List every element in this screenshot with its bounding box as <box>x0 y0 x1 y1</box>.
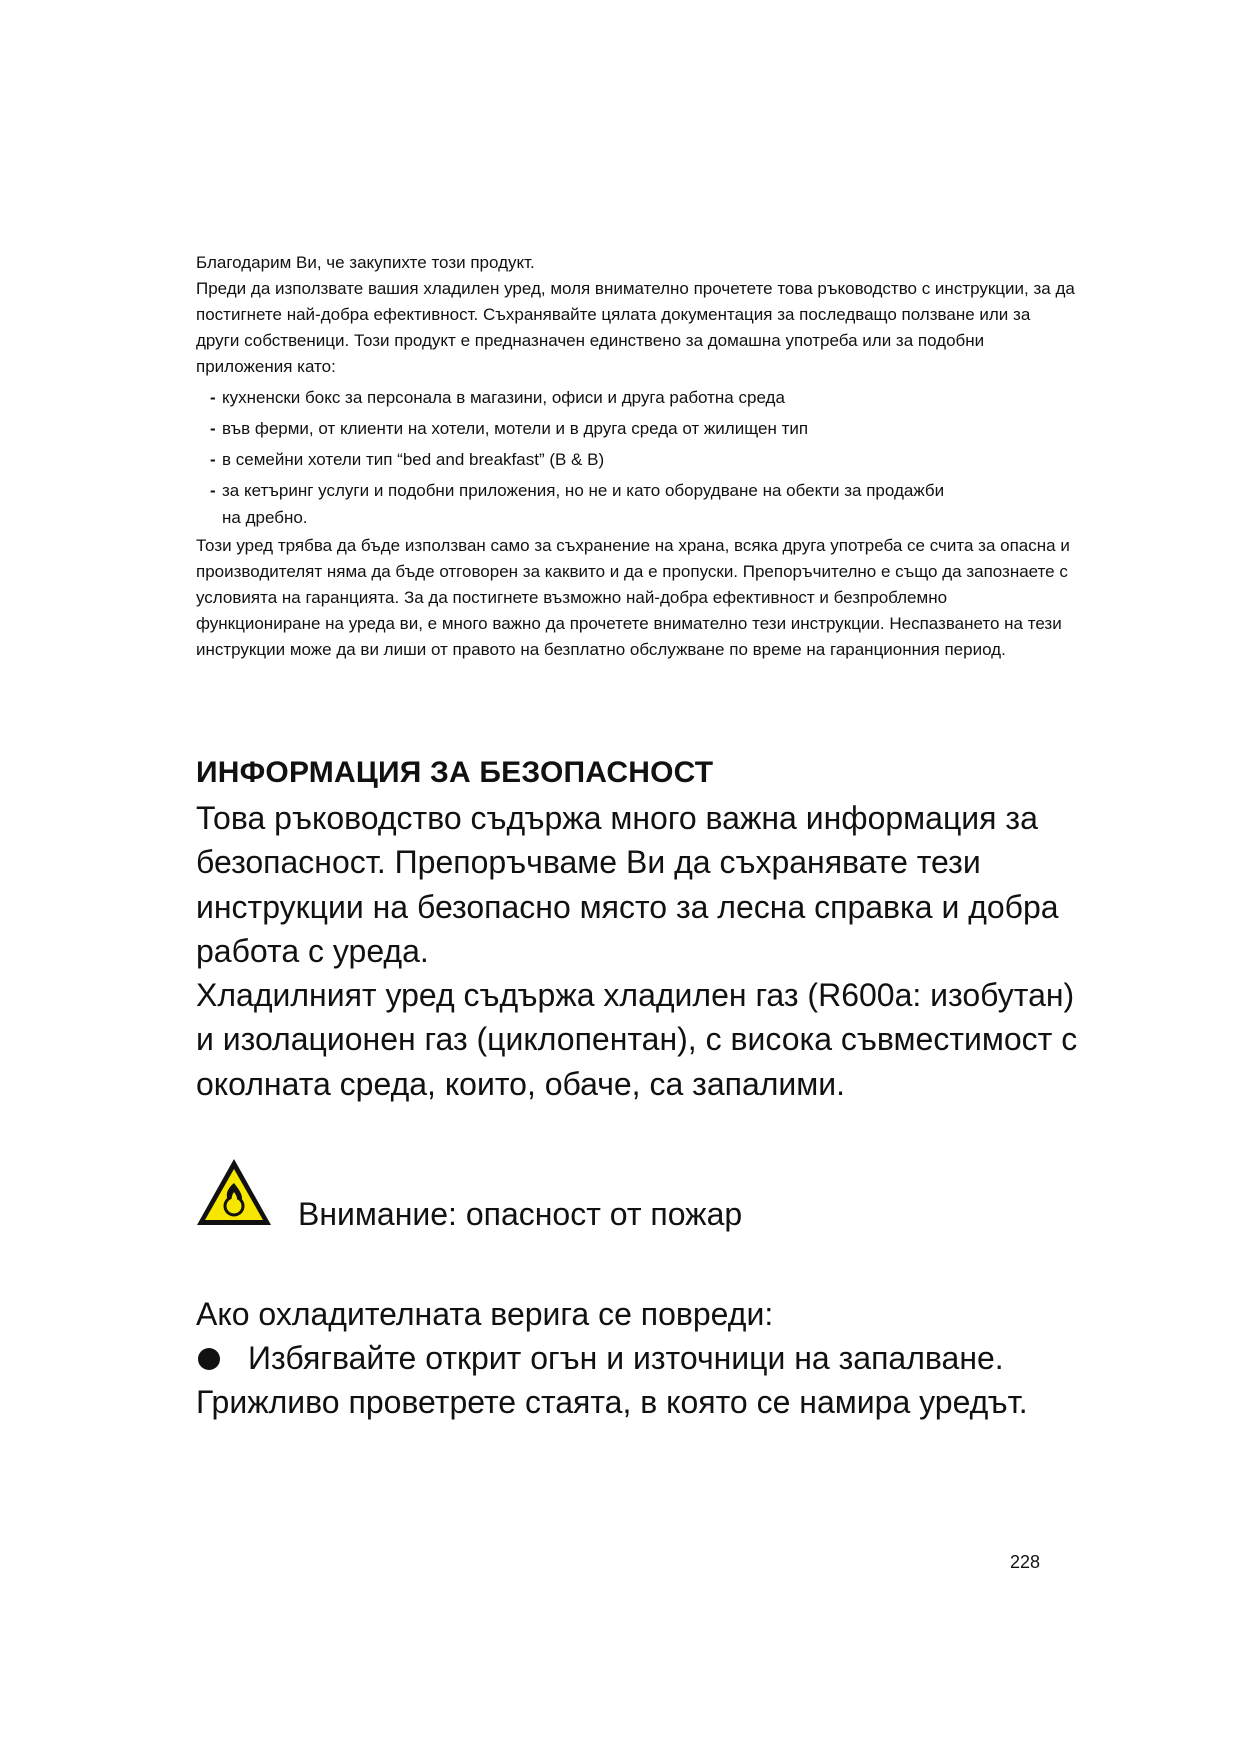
usage-restriction-paragraph: Този уред трябва да бъде използван само за съхранение на храна, всяка друга употреба се счита за опасна и производителят няма да бъде отговорен за каквито и да е пропуски. Препоръчително е също да запознаете с условията на гаранцията. За да постигнете възможно най-добра ефективност и безпроблемно функциониране на уреда ви, е много важно да прочетете внимателно тези инструкции. Неспазването на тези инструкции може да ви лиши от правото на безплатно обслужване по време на гаранционния период. <box>196 536 1070 659</box>
intro-paragraph: Преди да използвате вашия хладилен уред, моля внимателно прочетете това ръководство с инструкции, за да постигнете най-добра ефективност. Съхранявайте цялата документация за последващо ползване или за други собственици. Този продукт е предназначен единствено за домашна употреба или за подобни приложения като: <box>196 279 1075 376</box>
usage-list <box>196 382 1076 531</box>
damage-bullet <box>196 1336 1096 1380</box>
damage-section <box>196 1292 1096 1424</box>
usage-item <box>210 475 1076 531</box>
page-number: 228 <box>1010 1552 1041 1572</box>
damage-intro: Ако охладителната верига се повреди: <box>196 1296 774 1332</box>
usage-item-continuation: на дребно. <box>222 508 308 527</box>
safety-paragraph: Това ръководство съдържа много важна информация за безопасност. Препоръчваме Ви да съхранявате тези инструкции на безопасно място за лесна справка и добра работа с уреда. <box>196 800 1059 969</box>
usage-item <box>210 444 1076 475</box>
flammable-warning-icon <box>194 1156 274 1228</box>
fire-warning-text: Внимание: опасност от пожар <box>298 1196 743 1232</box>
refrigerant-paragraph: Хладилният уред съдържа хладилен газ (R600a: изобутан) и изолационен газ (циклопентан), с висока съвместимост с околната среда, които, обаче, са запалими. <box>196 977 1078 1102</box>
safety-heading: ИНФОРМАЦИЯ ЗА БЕЗОПАСНОСТ <box>196 756 714 789</box>
usage-item <box>210 382 1076 413</box>
safety-section <box>196 796 1096 1106</box>
thanks-line: Благодарим Ви, че закупихте този продукт. <box>196 253 535 272</box>
damage-followup: Грижливо проветрете стаята, в която се намира уредът. <box>196 1384 1028 1420</box>
bullet-dot-icon <box>198 1348 220 1370</box>
usage-item-text: в семейни хотели тип “bed and breakfast” (B & B) <box>222 450 605 469</box>
usage-item-text: кухненски бокс за персонала в магазини, офиси и друга работна среда <box>222 388 785 407</box>
damage-bullet-text: Избягвайте открит огън и източници на запалване. <box>248 1340 1004 1376</box>
usage-item <box>210 413 1076 444</box>
usage-item-text: за кетъринг услуги и подобни приложения, но не и като оборудване на обекти за продажби <box>222 481 945 500</box>
intro-section <box>196 250 1076 663</box>
fire-warning <box>194 1156 1094 1236</box>
usage-item-text: във ферми, от клиенти на хотели, мотели и в друга среда от жилищен тип <box>222 419 809 438</box>
